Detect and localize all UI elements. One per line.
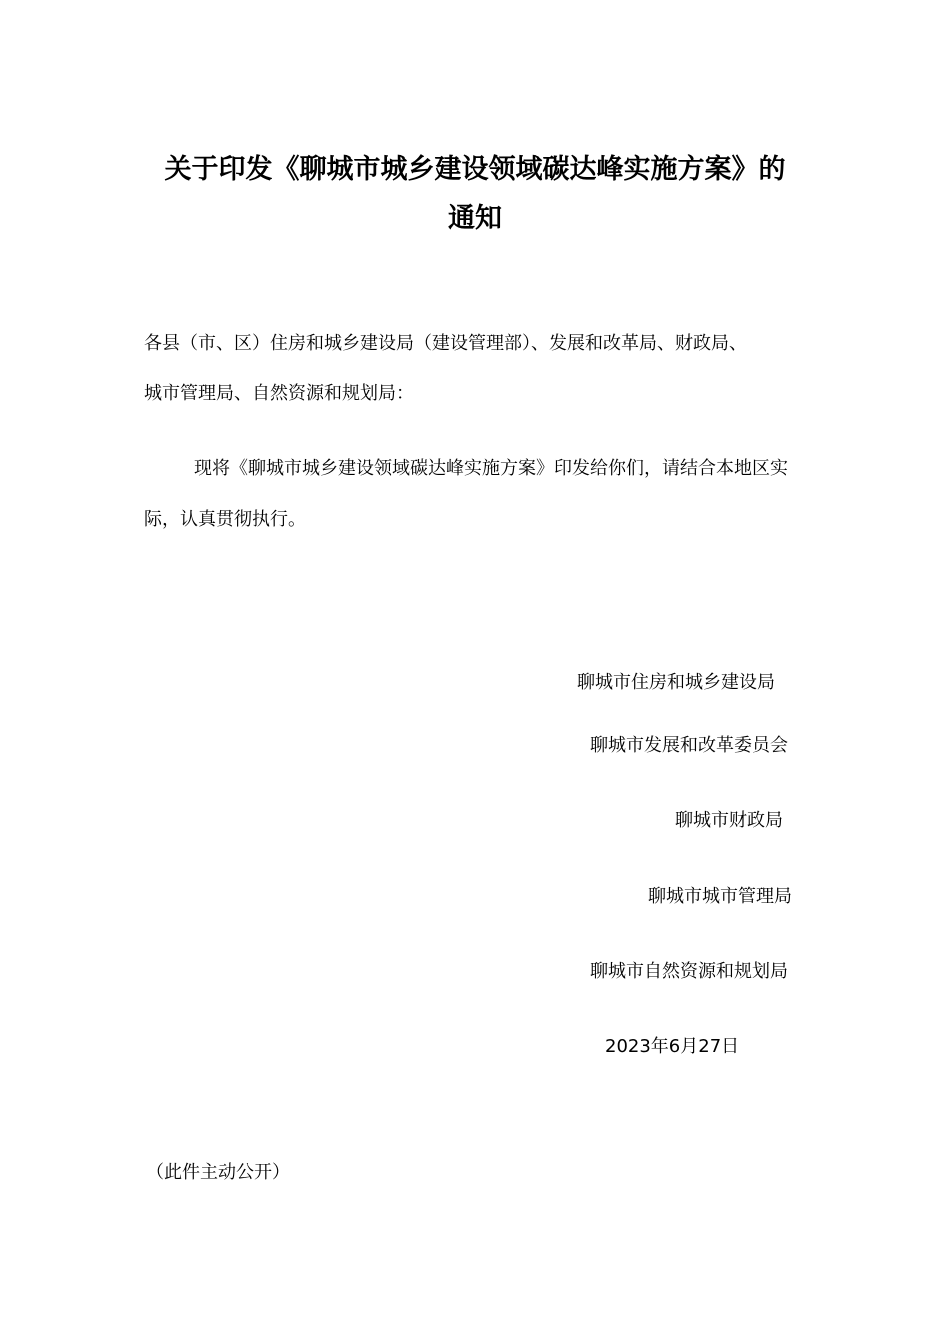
signatory-housing-bureau: 聊城市住房和城乡建设局 (577, 672, 775, 693)
signatory-finance-bureau: 聊城市财政局 (675, 810, 783, 831)
body-paragraph-line-2: 际，认真贯彻执行。 (144, 509, 306, 530)
signatory-development-reform-commission: 聊城市发展和改革委员会 (590, 735, 788, 756)
disclosure-note: （此件主动公开） (146, 1162, 290, 1183)
document-title-line-2: 通知 (448, 203, 502, 234)
document-date: 2023年6月27日 (605, 1036, 740, 1057)
addressee-line-1: 各县（市、区）住房和城乡建设局（建设管理部）、发展和改革局、财政局、 (144, 333, 747, 354)
signatory-city-management-bureau: 聊城市城市管理局 (648, 886, 792, 907)
signatory-natural-resources-bureau: 聊城市自然资源和规划局 (590, 961, 788, 982)
body-paragraph-line-1: 现将《聊城市城乡建设领域碳达峰实施方案》印发给你们，请结合本地区实 (194, 458, 788, 479)
addressee-line-2: 城市管理局、自然资源和规划局： (144, 383, 414, 404)
document-title-line-1: 关于印发《聊城市城乡建设领域碳达峰实施方案》的 (164, 154, 786, 185)
